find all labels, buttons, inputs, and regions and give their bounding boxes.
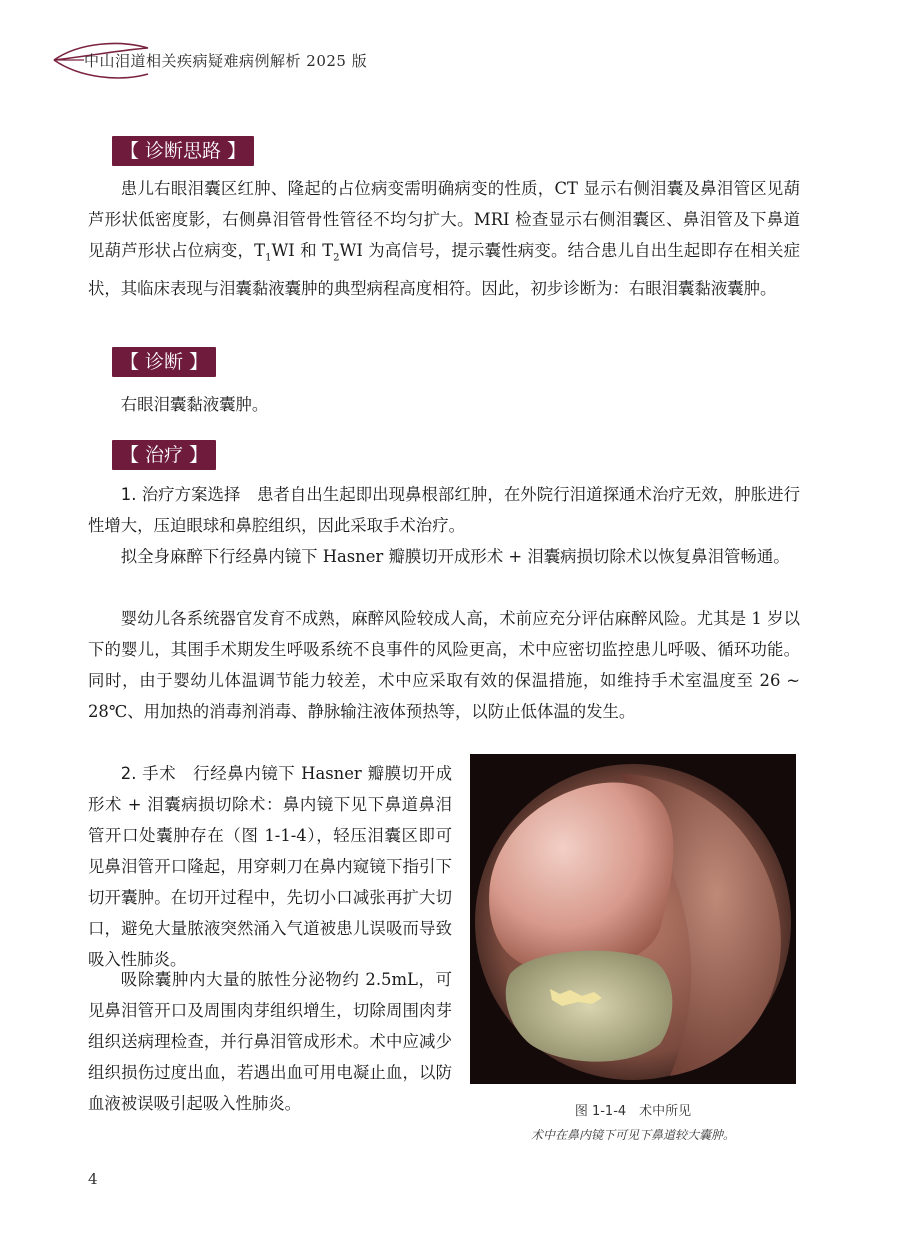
- treatment-plan-paragraph: 1. 治疗方案选择 患者自出生起即出现鼻根部红肿，在外院行泪道探通术治疗无效，肿胀进行性增大，压迫眼球和鼻腔组织，因此采取手术治疗。: [88, 485, 801, 535]
- figure-note: 术中在鼻内镜下可见下鼻道较大囊肿。: [530, 1128, 735, 1142]
- endoscopic-image: [470, 754, 796, 1084]
- running-header: [50, 38, 450, 88]
- anesthesia-plan-paragraph: 拟全身麻醉下行经鼻内镜下 Hasner 瓣膜切开成形术 + 泪囊病损切除术以恢复鼻泪管畅通。: [120, 547, 790, 566]
- section-heading-diagnostic-reasoning: 【 诊断思路 】: [112, 136, 254, 166]
- section-heading-treatment: 【 治疗 】: [112, 440, 216, 470]
- diagnostic-reasoning-paragraph: 患儿右眼泪囊区红肿、隆起的占位病变需明确病变的性质，CT 显示右侧泪囊及鼻泪管区见葫芦形状低密度影，右侧鼻泪管骨性管径不均匀扩大。MRI 检查显示右侧泪囊区、鼻泪管及下鼻道见葫芦形状占位病变，$T_1WI$ 和 $T_2WI$ 为高信号，提示囊性病变。结合患儿自出生起即存在相关症状，其临床表现与泪囊黏液囊肿的典型病程高度相符。因此，初步诊断为：右眼泪囊黏液囊肿。: [88, 179, 800, 299]
- surgery-followup-paragraph: 吸除囊肿内大量的脓性分泌物约 2.5mL，可见鼻泪管开口及周围肉芽组织增生，切除周围肉芽组织送病理检查，并行鼻泪管成形术。术中应减少组织损伤过度出血，若遇出血可用电凝止血，以防血液被误吸引起吸入性肺炎。: [88, 970, 452, 1113]
- figure-caption: 图 1-1-4 术中所见: [574, 1104, 692, 1119]
- surgery-paragraph: 2. 手术 行经鼻内镜下 Hasner 瓣膜切开成形术 + 泪囊病损切除术：鼻内镜下见下鼻道鼻泪管开口处囊肿存在（图 1-1-4），轻压泪囊区即可见鼻泪管开口隆起，用穿刺刀在鼻内窥镜下指引下切开囊肿。在切开过程中，先切小口减张再扩大切口，避免大量脓液突然涌入气道被患儿误吸而导致吸入性肺炎。: [88, 764, 452, 969]
- section-heading-diagnosis: 【 诊断 】: [112, 347, 216, 377]
- anesthesia-risk-paragraph: 婴幼儿各系统器官发育不成熟，麻醉风险较成人高，术前应充分评估麻醉风险。尤其是 1 岁以下的婴儿，其围手术期发生呼吸系统不良事件的风险更高，术中应密切监控患儿呼吸、循环功能。同时，由于婴幼儿体温调节能力较差，术中应采取有效的保温措施，如维持手术室温度至 26 ~ 28℃、用加热的消毒剂消毒、静脉输注液体预热等，以防止低体温的发生。: [88, 609, 800, 721]
- page-number: 4: [88, 1170, 98, 1188]
- treatment-plan-label: 1. 治疗方案选择: [120, 485, 241, 504]
- surgery-label: 2. 手术: [120, 764, 177, 783]
- diagnosis-paragraph: 右眼泪囊黏液囊肿。: [120, 395, 269, 414]
- book-title: 中山泪道相关疾病疑难病例解析 2025 版: [84, 52, 368, 70]
